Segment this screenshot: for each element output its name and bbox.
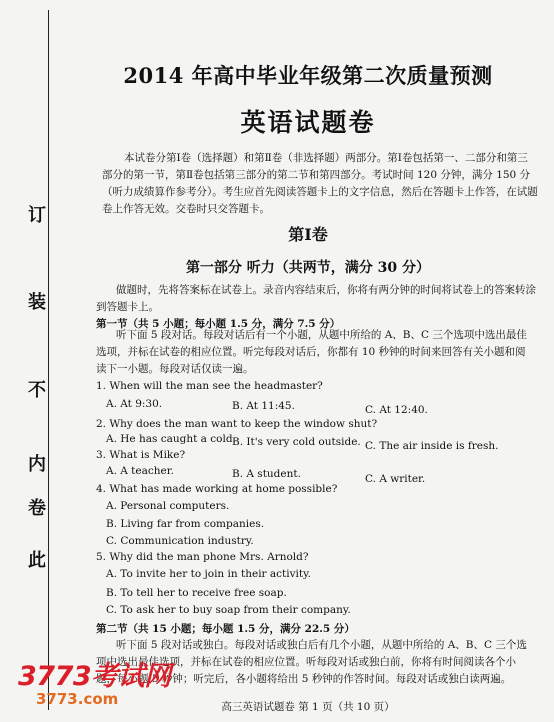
binding-char: 此	[28, 550, 46, 571]
question-4: 4. What has made working at home possible?	[96, 483, 338, 495]
section2-title: 第二节（共 15 小题；每小题 1.5 分，满分 22.5 分）	[96, 623, 355, 635]
q2-option-a: A. He has caught a cold.	[106, 433, 236, 445]
q4-option-a: A. Personal computers.	[106, 500, 230, 512]
q1-option-c: C. At 12:40.	[365, 404, 428, 416]
section1-instruction: 听下面 5 段对话。每段对话后有一个小题，从题中所给的 A、B、C 三个选项中选出最佳选项，并标在试卷的相应位置。听完每段对话后，你都有 10 秒钟的时间来回答有关小题和阅读下一小题。每段对话仅读一遍。	[96, 329, 527, 375]
q3-option-b: B. A student.	[232, 468, 301, 480]
exam-title: 2014 年高中毕业年级第二次质量预测	[123, 63, 493, 88]
section-title: 第Ⅰ卷	[288, 225, 328, 244]
q5-option-b: B. To tell her to receive free soap.	[106, 587, 287, 599]
binding-char: 订	[28, 205, 46, 226]
question-5: 5. Why did the man phone Mrs. Arnold?	[96, 551, 309, 563]
exam-instructions: 本试卷分第Ⅰ卷（选择题）和第Ⅱ卷（非选择题）两部分。第Ⅰ卷包括第一、二部分和第三部分的第一节，第Ⅱ卷包括第三部分的第二节和第四部分。考试时间 120 分钟，满分 150 分（听力成绩算作参考分）。考生应首先阅读答题卡上的文字信息，然后在答题卡上作答，在试题卷上作答无效。交卷时只交答题卡。	[102, 152, 538, 215]
q4-option-b: B. Living far from companies.	[106, 518, 265, 530]
watermark-url: 3773.com	[36, 690, 119, 708]
watermark-main: 3773考试网	[18, 661, 171, 692]
question-3: 3. What is Mike?	[96, 449, 186, 461]
watermark-logo	[18, 654, 178, 722]
binding-char: 装	[28, 292, 46, 313]
q2-option-c: C. The air inside is fresh.	[365, 440, 499, 452]
binding-char: 不	[28, 380, 46, 401]
binding-char: 内	[28, 454, 46, 475]
q3-option-c: C. A writer.	[365, 473, 426, 485]
section1-title: 第一节（共 5 小题；每小题 1.5 分，满分 7.5 分）	[96, 318, 341, 330]
q4-option-c: C. Communication industry.	[106, 535, 254, 547]
binding-char: 卷	[28, 498, 46, 519]
section2-instruction: 听下面 5 段对话或独白。每段对话或独白后有几个小题，从题中所给的 A、B、C 三个选项中选出最佳选项，并标在试卷的相应位置。听每段对话或独白前，你将有时间阅读各个小题，每小题 5 秒钟；听完后，各小题将给出 5 秒钟的作答时间。每段对话或独白读两遍。	[96, 639, 527, 685]
part1-instruction: 做题时，先将答案标在试卷上。录音内容结束后，你将有两分钟的时间将试卷上的答案转涂到答题卡上。	[96, 284, 536, 313]
part1-title: 第一部分 听力（共两节，满分 30 分）	[185, 260, 431, 276]
q1-option-a: A. At 9:30.	[106, 398, 163, 410]
question-1: 1. When will the man see the headmaster?	[96, 380, 323, 392]
binding-line	[48, 10, 49, 710]
q5-option-c: C. To ask her to buy soap from their company.	[106, 604, 351, 616]
exam-subtitle: 英语试题卷	[240, 108, 376, 137]
q3-option-a: A. A teacher.	[106, 465, 174, 477]
q5-option-a: A. To invite her to join in their activity.	[106, 568, 312, 580]
q2-option-b: B. It's very cold outside.	[232, 436, 361, 448]
page-footer: 高三英语试题卷 第 1 页（共 10 页）	[221, 701, 395, 713]
question-2: 2. Why does the man want to keep the window shut?	[96, 418, 378, 430]
binding-margin	[0, 0, 62, 722]
q1-option-b: B. At 11:45.	[232, 400, 295, 412]
